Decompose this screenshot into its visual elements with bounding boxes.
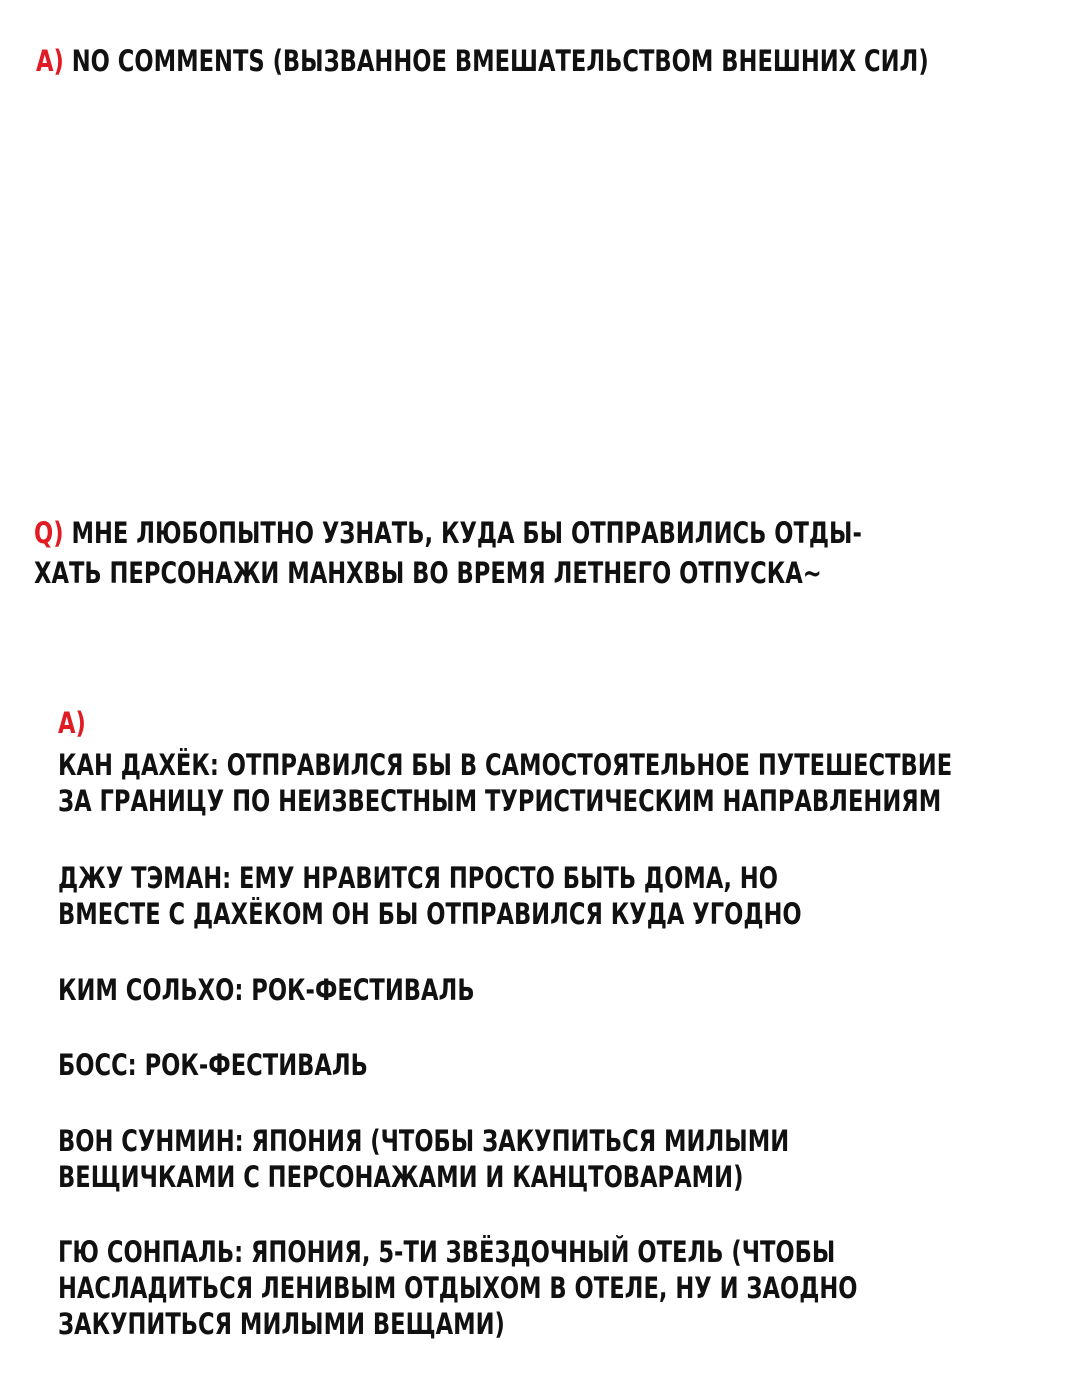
entry-line: ГЮ СОНПАЛЬ: ЯПОНИЯ, 5-ТИ ЗВЁЗДОЧНЫЙ ОТЕЛЬ (ЧТОБЫ (58, 1235, 836, 1269)
entry-line: ВОН СУНМИН: ЯПОНИЯ (ЧТОБЫ ЗАКУПИТЬСЯ МИЛЫМИ (58, 1124, 790, 1158)
intro-text: NO COMMENTS (ВЫЗВАННОЕ ВМЕШАТЕЛЬСТВОМ ВНЕШНИХ СИЛ) (63, 44, 929, 78)
question-marker: Q) (34, 516, 64, 550)
question-text-1: МНЕ ЛЮБОПЫТНО УЗНАТЬ, КУДА БЫ ОТПРАВИЛИСЬ ОТДЫ- (63, 516, 862, 550)
question-line-1 (34, 516, 862, 550)
question-text-2: ХАТЬ ПЕРСОНАЖИ МАНХВЫ ВО ВРЕМЯ ЛЕТНЕГО ОТПУСКА~ (34, 556, 822, 590)
answer-marker: A) (36, 44, 64, 78)
question-line-2 (34, 556, 822, 590)
entry-line: КАН ДАХЁК: ОТПРАВИЛСЯ БЫ В САМОСТОЯТЕЛЬНОЕ ПУТЕШЕСТВИЕ (58, 748, 953, 782)
entry-line: ДЖУ ТЭМАН: ЕМУ НРАВИТСЯ ПРОСТО БЫТЬ ДОМА, НО (58, 861, 778, 895)
entry-line: ЗА ГРАНИЦУ ПО НЕИЗВЕСТНЫМ ТУРИСТИЧЕСКИМ НАПРАВЛЕНИЯМ (58, 784, 942, 818)
entry-line: КИМ СОЛЬХО: РОК-ФЕСТИВАЛЬ (58, 973, 475, 1007)
entry-line: НАСЛАДИТЬСЯ ЛЕНИВЫМ ОТДЫХОМ В ОТЕЛЕ, НУ И ЗАОДНО (58, 1271, 858, 1305)
entry-line: ВЕЩИЧКАМИ С ПЕРСОНАЖАМИ И КАНЦТОВАРАМИ) (58, 1160, 744, 1194)
entry-line: ВМЕСТЕ С ДАХЁКОМ ОН БЫ ОТПРАВИЛСЯ КУДА УГОДНО (58, 897, 802, 931)
entry-line: ЗАКУПИТЬСЯ МИЛЫМИ ВЕЩАМИ) (58, 1307, 505, 1341)
entry-line: БОСС: РОК-ФЕСТИВАЛЬ (58, 1048, 368, 1082)
answer-list-marker: A) (58, 706, 86, 740)
intro-line (36, 44, 929, 78)
